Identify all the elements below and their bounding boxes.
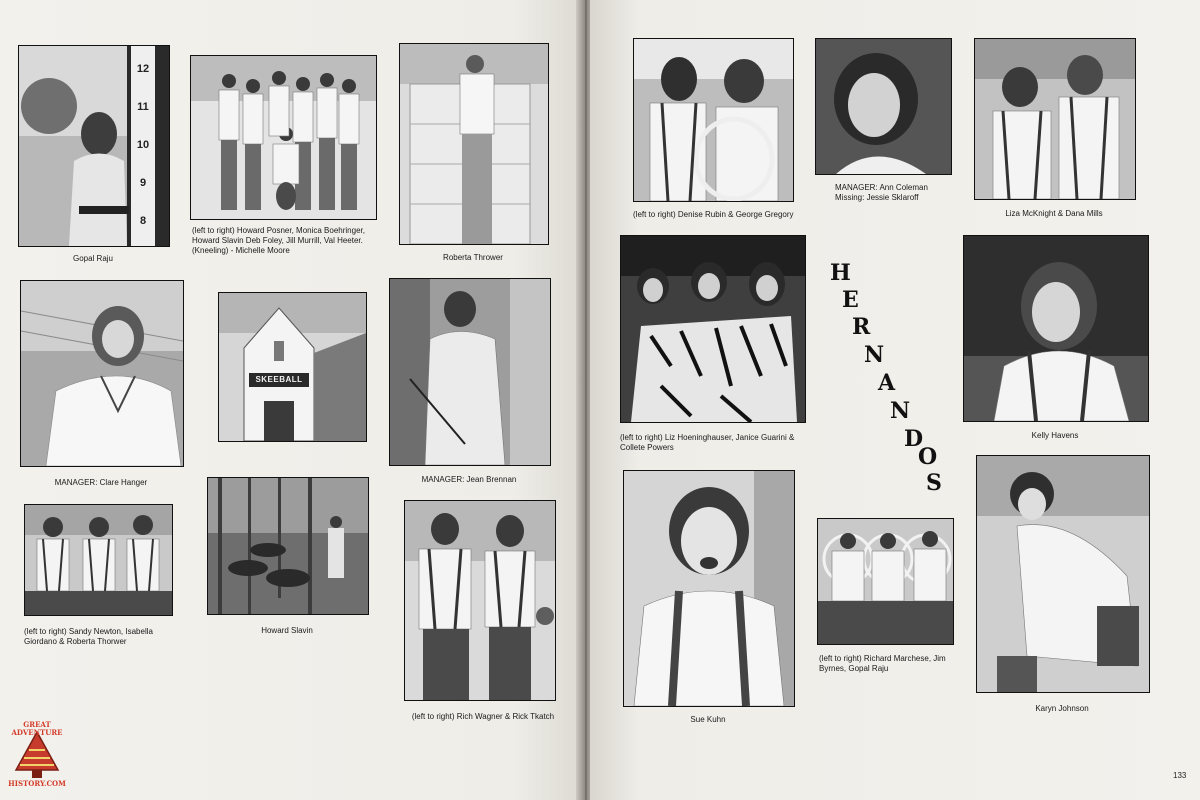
caption-denise-rubin: (left to right) Denise Rubin & George Gregory bbox=[633, 210, 794, 219]
title-letter: R bbox=[852, 314, 871, 340]
page-number: 133 bbox=[1173, 771, 1187, 780]
right-page bbox=[590, 0, 1200, 800]
photo-jean-brennan bbox=[389, 278, 551, 466]
photo-denise-rubin bbox=[633, 38, 794, 202]
left-page bbox=[0, 0, 584, 800]
caption-liz-hoeninghauser: (left to right) Liz Hoeninghauser, Janice Guarini & Collete Powers bbox=[620, 433, 795, 452]
height-mark: 10 bbox=[136, 139, 150, 151]
caption-sue-kuhn: Sue Kuhn bbox=[690, 715, 726, 724]
photo-skeeball-building bbox=[218, 292, 367, 442]
photo-richard-marchese bbox=[817, 518, 954, 645]
caption-kelly-havens: Kelly Havens bbox=[1031, 431, 1079, 440]
caption-liza-mcknight: Liza McKnight & Dana Mills bbox=[1005, 209, 1103, 218]
photo-gopal-raju bbox=[18, 45, 170, 247]
photo-liz-hoeninghauser bbox=[620, 235, 806, 423]
photo-liza-mcknight bbox=[974, 38, 1136, 200]
height-mark: 9 bbox=[139, 177, 147, 189]
title-letter: A bbox=[878, 370, 896, 396]
photo-kelly-havens bbox=[963, 235, 1149, 422]
height-mark: 11 bbox=[137, 101, 149, 113]
caption-roberta-thrower: Roberta Thrower bbox=[443, 253, 503, 262]
great-adventure-logo bbox=[4, 720, 70, 792]
caption-sandy-newton: (left to right) Sandy Newton, Isabella Giordano & Roberta Thorwer bbox=[24, 627, 153, 646]
title-letter: H bbox=[830, 260, 851, 286]
caption-jean-brennan: MANAGER: Jean Brennan bbox=[421, 475, 517, 484]
photo-ann-coleman bbox=[815, 38, 952, 175]
caption-richard-marchese: (left to right) Richard Marchese, Jim Byrnes, Gopal Raju bbox=[819, 654, 946, 673]
photo-rich-wagner bbox=[404, 500, 556, 701]
caption-karyn-johnson: Karyn Johnson bbox=[1035, 704, 1089, 713]
title-letter: N bbox=[864, 342, 885, 368]
title-letter: N bbox=[890, 398, 911, 424]
skeeball-sign: SKEEBALL bbox=[255, 375, 303, 384]
caption-gopal-raju: Gopal Raju bbox=[72, 254, 114, 263]
caption-ann-coleman: MANAGER: Ann Coleman Missing: Jessie Sklaroff bbox=[835, 183, 928, 202]
photo-sue-kuhn bbox=[623, 470, 795, 707]
height-sign-numbers bbox=[132, 50, 154, 240]
title-letter: E bbox=[842, 287, 859, 313]
logo-text-bottom: HISTORY.COM bbox=[8, 779, 66, 788]
height-mark: 12 bbox=[136, 63, 150, 75]
title-letter: D bbox=[904, 426, 924, 452]
height-mark: 8 bbox=[139, 215, 147, 227]
photo-group-posner bbox=[190, 55, 377, 220]
caption-clare-hanger: MANAGER: Clare Hanger bbox=[54, 478, 148, 487]
title-letter: O bbox=[918, 444, 938, 470]
caption-howard-slavin: Howard Slavin bbox=[261, 626, 313, 635]
logo-text-top: GREAT ADVENTURE bbox=[11, 720, 63, 737]
caption-group-posner: (left to right) Howard Posner, Monica Boehringer, Howard Slavin Deb Foley, Jill Murrill, Val Heeter. (Kneeling) - Michelle Moore bbox=[192, 226, 365, 255]
photo-roberta-thrower bbox=[399, 43, 549, 245]
caption-rich-wagner: (left to right) Rich Wagner & Rick Tkatch bbox=[411, 712, 555, 721]
photo-karyn-johnson bbox=[976, 455, 1150, 693]
photo-clare-hanger bbox=[20, 280, 184, 467]
photo-howard-slavin bbox=[207, 477, 369, 615]
photo-sandy-newton bbox=[24, 504, 173, 616]
title-letter: S bbox=[926, 470, 942, 496]
